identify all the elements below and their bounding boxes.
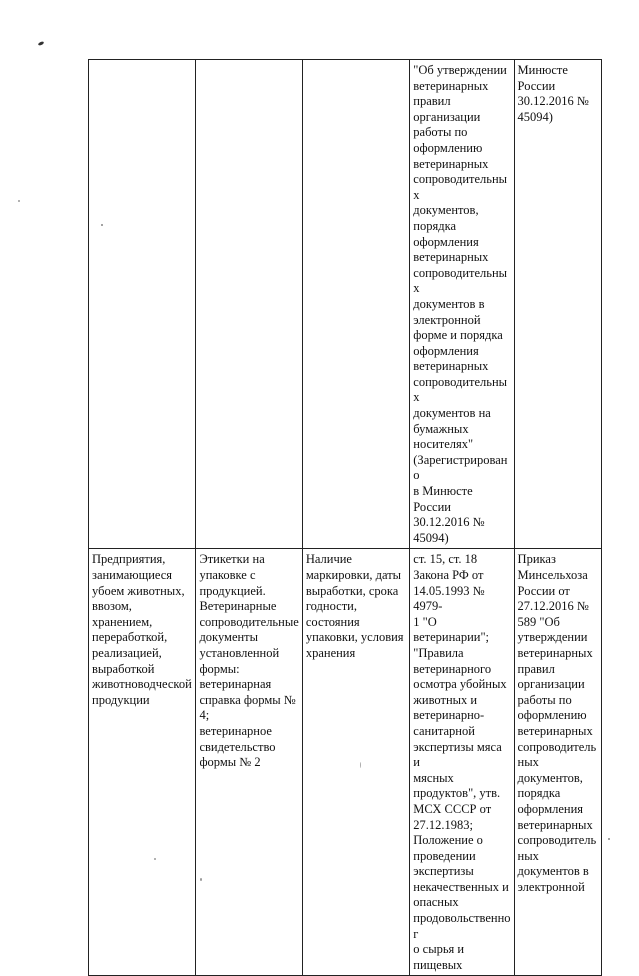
table-row — [89, 60, 602, 549]
table-cell-legal-basis: "Об утверждении ветеринарных правил организации работы по оформлению ветеринарных сопроводительных документов, порядка оформления ветеринарных сопроводительных документов в электронной форме и порядка оформления ветеринарных сопроводительных документов на бумажных носителях" (Зарегистрировано в Минюсте России 30.12.2016 № 45094) — [410, 60, 514, 549]
table-cell-order: Приказ Минсельхоза России от 27.12.2016 № 589 "Об утверждении ветеринарных правил организации работы по оформлению ветеринарных сопроводитель ных документов, порядка оформления ветеринарных сопроводитель ных документов в электронной — [514, 549, 601, 976]
table-cell-legal-basis: ст. 15, ст. 18 Закона РФ от 14.05.1993 № 4979- 1 "О ветеринарии"; "Правила ветеринарного осмотра убойных животных и ветеринарно- санитарной экспертизы мяса и мясных продуктов", утв. МСХ СССР от 27.12.1983; Положение о проведении экспертизы некачественных и опасных продовольственног о сырья и пищевых — [410, 549, 514, 976]
table-cell-checks — [302, 60, 409, 549]
scan-speck — [38, 41, 45, 46]
table-cell-order: Минюсте России 30.12.2016 № 45094) — [514, 60, 601, 549]
table-cell-checks: Наличие маркировки, даты выработки, срока годности, состояния упаковки, условия хранения — [302, 549, 409, 976]
table-cell-enterprise — [89, 60, 196, 549]
regulation-table — [88, 59, 602, 976]
table-cell-enterprise: Предприятия, занимающиеся убоем животных, ввозом, хранением, переработкой, реализацией, выработкой животноводческой продукции — [89, 549, 196, 976]
scan-speck — [154, 858, 156, 860]
scan-speck — [608, 838, 610, 840]
scan-speck — [101, 224, 103, 226]
table-cell-documents: Этикетки на упаковке с продукцией. Ветеринарные сопроводительные документы установленной формы: ветеринарная справка формы № 4; ветеринарное свидетельство формы № 2 — [196, 549, 302, 976]
table-row — [89, 549, 602, 976]
scan-speck — [200, 878, 202, 881]
table-cell-documents — [196, 60, 302, 549]
scan-speck — [360, 762, 361, 768]
scan-speck — [18, 200, 20, 202]
